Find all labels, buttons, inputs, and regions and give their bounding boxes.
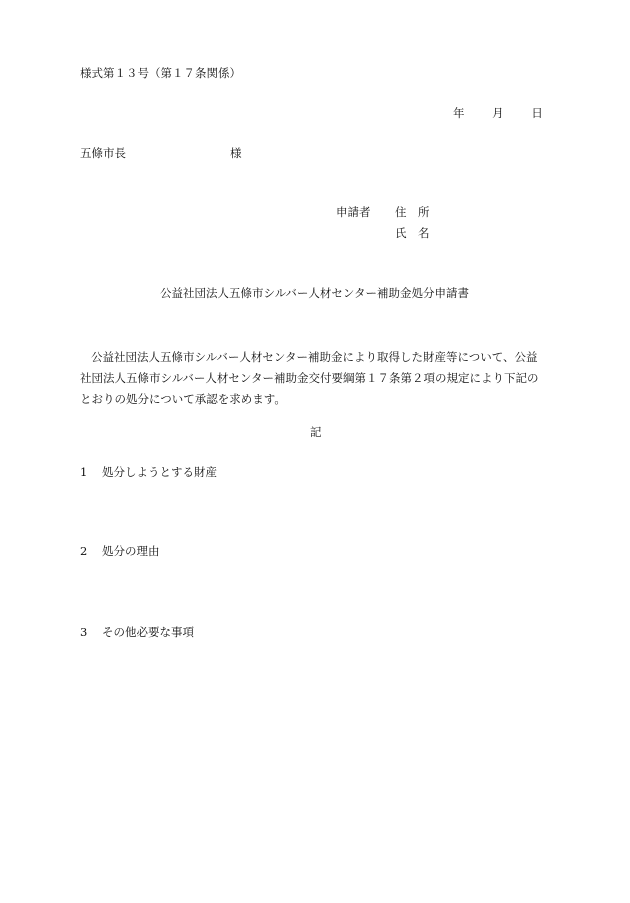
date-year-label: 年 (453, 106, 465, 120)
item-label: その他必要な事項 (102, 625, 194, 639)
list-item (80, 546, 160, 558)
list-item (80, 627, 194, 639)
date-block (453, 108, 543, 120)
item-number: 1 (80, 465, 88, 479)
applicant-name-label: 氏 名 (395, 226, 430, 240)
addressee (80, 148, 242, 160)
form-number: 様式第１３号（第１７条関係） (80, 66, 241, 80)
body-line: 公益社団法人五條市シルバー人材センター補助金により取得した財産等について、公益 (91, 350, 538, 364)
date-month-label: 月 (492, 106, 504, 120)
ki-heading: 記 (310, 425, 322, 439)
body-line: 社団法人五條市シルバー人材センター補助金交付要綱第１７条第２項の規定により下記の (80, 371, 539, 385)
item-number: 3 (80, 625, 88, 639)
body-text (80, 347, 552, 410)
addressee-label: 五條市長 (80, 146, 126, 160)
applicant-label: 申請者 (336, 205, 371, 219)
body-line: とおりの処分について承認を求めます。 (80, 392, 286, 406)
list-item (80, 467, 217, 479)
addressee-suffix: 様 (230, 146, 242, 160)
item-label: 処分の理由 (102, 544, 160, 558)
date-day-label: 日 (531, 106, 543, 120)
document-title: 公益社団法人五條市シルバー人材センター補助金処分申請書 (160, 286, 469, 300)
item-label: 処分しようとする財産 (102, 465, 217, 479)
item-number: 2 (80, 544, 88, 558)
applicant-address-label: 住 所 (395, 205, 430, 219)
